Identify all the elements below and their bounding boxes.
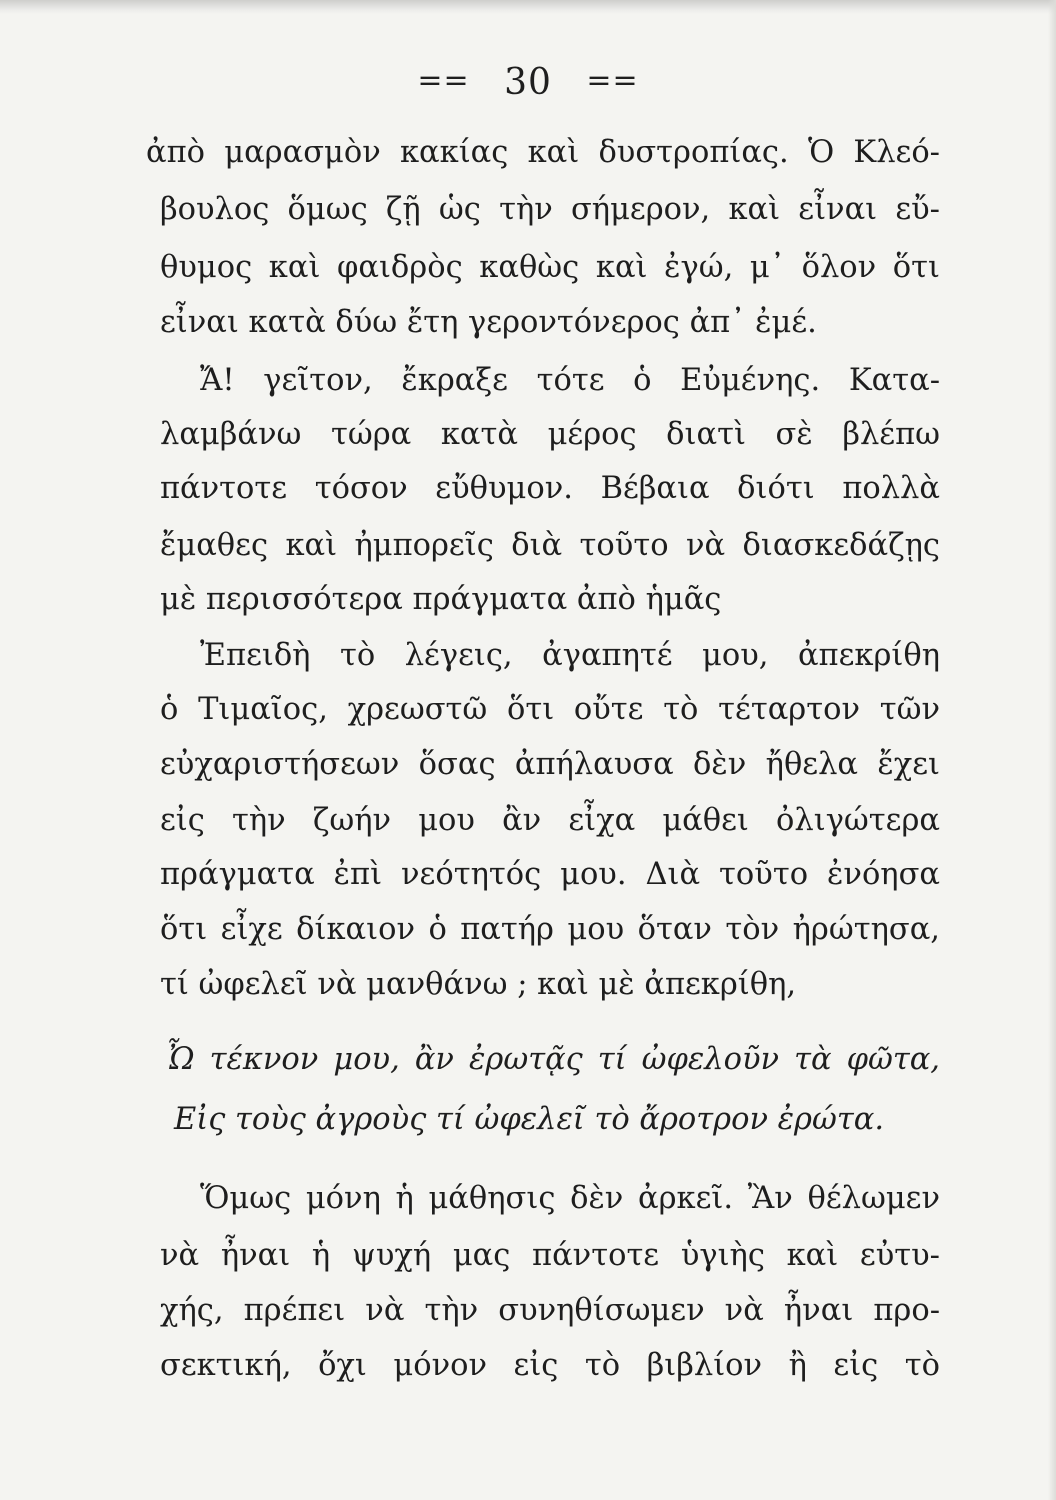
text-line: ὅτι εἶχε δίκαιον ὁ πατήρ μου ὅταν τὸν ἠρώτησα, [160, 912, 940, 947]
text-line: εἰς τὴν ζωήν μου ἂν εἶχα μάθει ὀλιγώτερα [160, 803, 940, 838]
text-line: μὲ περισσότερα πράγματα ἀπὸ ἡμᾶς [160, 582, 722, 617]
text-line: εἶναι κατὰ δύω ἔτη γεροντόνερος ἀπ᾿ ἐμέ. [160, 305, 817, 340]
text-line: βουλος ὅμως ζῇ ὡς τὴν σήμερον, καὶ εἶναι εὔ- [160, 192, 940, 227]
text-line: ἔμαθες καὶ ἠμπορεῖς διὰ τοῦτο νὰ διασκεδάζῃς [160, 528, 940, 563]
text-line: εὐχαριστήσεων ὅσας ἀπήλαυσα δὲν ἤθελα ἔχει [160, 747, 940, 782]
text-line: λαμβάνω τώρα κατὰ μέρος διατὶ σὲ βλέπω [160, 417, 940, 452]
text-line: χής, πρέπει νὰ τὴν συνηθίσωμεν νὰ ἦναι προ- [160, 1293, 940, 1328]
text-line: σεκτική, ὄχι μόνον εἰς τὸ βιβλίον ἢ εἰς τὸ [160, 1348, 940, 1383]
text-line: πάντοτε τόσον εὔθυμον. Βέβαια διότι πολλὰ [160, 471, 940, 506]
verse-line: Εἰς τοὺς ἀγροὺς τί ὠφελεῖ τὸ ἄροτρον ἐρώτα. [174, 1102, 885, 1137]
text-line: Ἐπειδὴ τὸ λέγεις, ἀγαπητέ μου, ἀπεκρίθη [200, 638, 940, 673]
text-line: ἀπὸ μαρασμὸν κακίας καὶ δυστροπίας. Ὁ Κλεό- [146, 135, 940, 170]
page-header [0, 62, 1056, 103]
text-line: πράγματα ἐπὶ νεότητός μου. Διὰ τοῦτο ἐνόησα [160, 857, 940, 892]
scan-right-edge [1048, 0, 1056, 1500]
text-line: Ἄ! γεῖτον, ἔκραξε τότε ὁ Εὐμένης. Κατα- [200, 363, 940, 398]
text-line: Ὅμως μόνη ἡ μάθησις δὲν ἀρκεῖ. Ἂν θέλωμεν [200, 1181, 940, 1216]
text-line: θυμος καὶ φαιδρὸς καθὼς καὶ ἐγώ, μ᾿ ὅλον ὅτι [160, 250, 940, 285]
page-number: 30 [504, 62, 552, 103]
verse-line: Ὦ τέκνον μου, ἂν ἐρωτᾷς τί ὠφελοῦν τὰ φῶτα, [166, 1042, 940, 1077]
text-line: ὁ Τιμαῖος, χρεωστῶ ὅτι οὔτε τὸ τέταρτον τῶν [160, 692, 940, 727]
header-left-ornament: == [417, 63, 470, 98]
text-line: νὰ ἦναι ἡ ψυχή μας πάντοτε ὑγιὴς καὶ εὐτυ- [160, 1238, 940, 1273]
scan-top-edge [0, 0, 1056, 14]
text-line: τί ὠφελεῖ νὰ μανθάνω ; καὶ μὲ ἀπεκρίθη, [160, 967, 797, 1002]
header-right-ornament: == [586, 63, 639, 98]
